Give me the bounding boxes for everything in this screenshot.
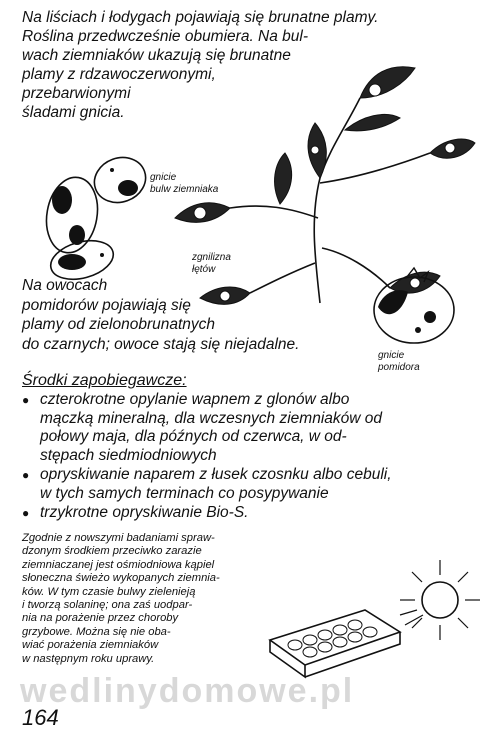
caption-line: zgnilizna	[192, 252, 231, 263]
section-heading: Środki zapobiegawcze:	[22, 372, 187, 389]
note-line: w następnym roku uprawy.	[22, 652, 155, 665]
measures-list	[22, 391, 482, 524]
watermark: wedlinydomowe.pl	[20, 672, 355, 710]
sun-illustration	[395, 555, 485, 645]
potato-crate-illustration	[265, 600, 405, 680]
list-item	[22, 504, 482, 523]
page-number: 164	[22, 705, 59, 730]
rotten-tomato-illustration	[368, 262, 463, 347]
list-item-line: ● opryskiwanie naparem z łusek czosnku albo cebuli,	[40, 466, 392, 483]
list-item	[22, 391, 482, 465]
caption-line: bulw ziemniaka	[150, 184, 219, 195]
caption-line: pomidora	[378, 362, 420, 373]
intro-line: wach ziemniaków ukazują się brunatne	[22, 47, 291, 64]
tomato-line: do czarnych; owoce stają się niejadalne.	[22, 335, 300, 353]
rotten-tubers-illustration	[32, 150, 157, 285]
list-item-line: połowy maja, dla późnych od czerwca, w od-	[40, 428, 347, 445]
list-item-line: ● trzykrotne opryskiwanie Bio-S.	[40, 504, 249, 521]
note-line: grzybowe. Można się nie oba-	[22, 625, 171, 638]
tomato-caption	[378, 350, 420, 374]
tomato-paragraph	[22, 276, 382, 354]
intro-line: śladami gnicia.	[22, 104, 125, 121]
tomato-line: Na owocach	[22, 277, 108, 294]
intro-line: Na liściach i łodygach pojawiają się brunatne plamy.	[22, 9, 379, 26]
intro-line: Roślina przedwcześnie obumiera. Na bul-	[22, 28, 309, 45]
tomato-line: pomidorów pojawiają się	[22, 296, 191, 314]
note-paragraph	[22, 532, 292, 666]
note-line: i tworzą solaninę; ona zaś uodpar-	[22, 599, 193, 612]
note-line: ziemniaczanej jest ośmiodniowa kąpiel	[22, 558, 215, 571]
note-line: Zgodnie z nowszymi badaniami spraw-	[22, 532, 215, 544]
list-item	[22, 466, 482, 503]
list-item-line: mączką mineralną, dla wczesnych ziemniaków od	[40, 409, 383, 427]
note-line: wiać porażenia ziemniaków	[22, 639, 159, 652]
intro-line: plamy z rdzawoczerwonymi,	[22, 66, 216, 83]
caption-line: gnicie	[150, 172, 177, 183]
list-item-line: w tych samych terminach co posypywanie	[40, 484, 329, 502]
caption-line: łętów	[192, 264, 216, 275]
note-line: nia na porażenie przez choroby	[22, 612, 179, 625]
tomato-line: plamy od zielonobrunatnych	[22, 316, 216, 333]
note-line: dzonym środkiem przeciwko zarazie	[22, 545, 202, 558]
caption-line: gnicie	[378, 350, 405, 361]
intro-line: przebarwionymi	[22, 85, 131, 102]
stem-caption	[192, 252, 231, 276]
note-line: słoneczna świeżo wykopanych ziemnia-	[22, 572, 220, 585]
note-line: ków. W tym czasie bulwy zielenieją	[22, 585, 196, 598]
list-item-line: stępach siedmiodniowych	[40, 446, 217, 464]
list-item-line: ● czterokrotne opylanie wapnem z glonów albo	[40, 391, 350, 408]
